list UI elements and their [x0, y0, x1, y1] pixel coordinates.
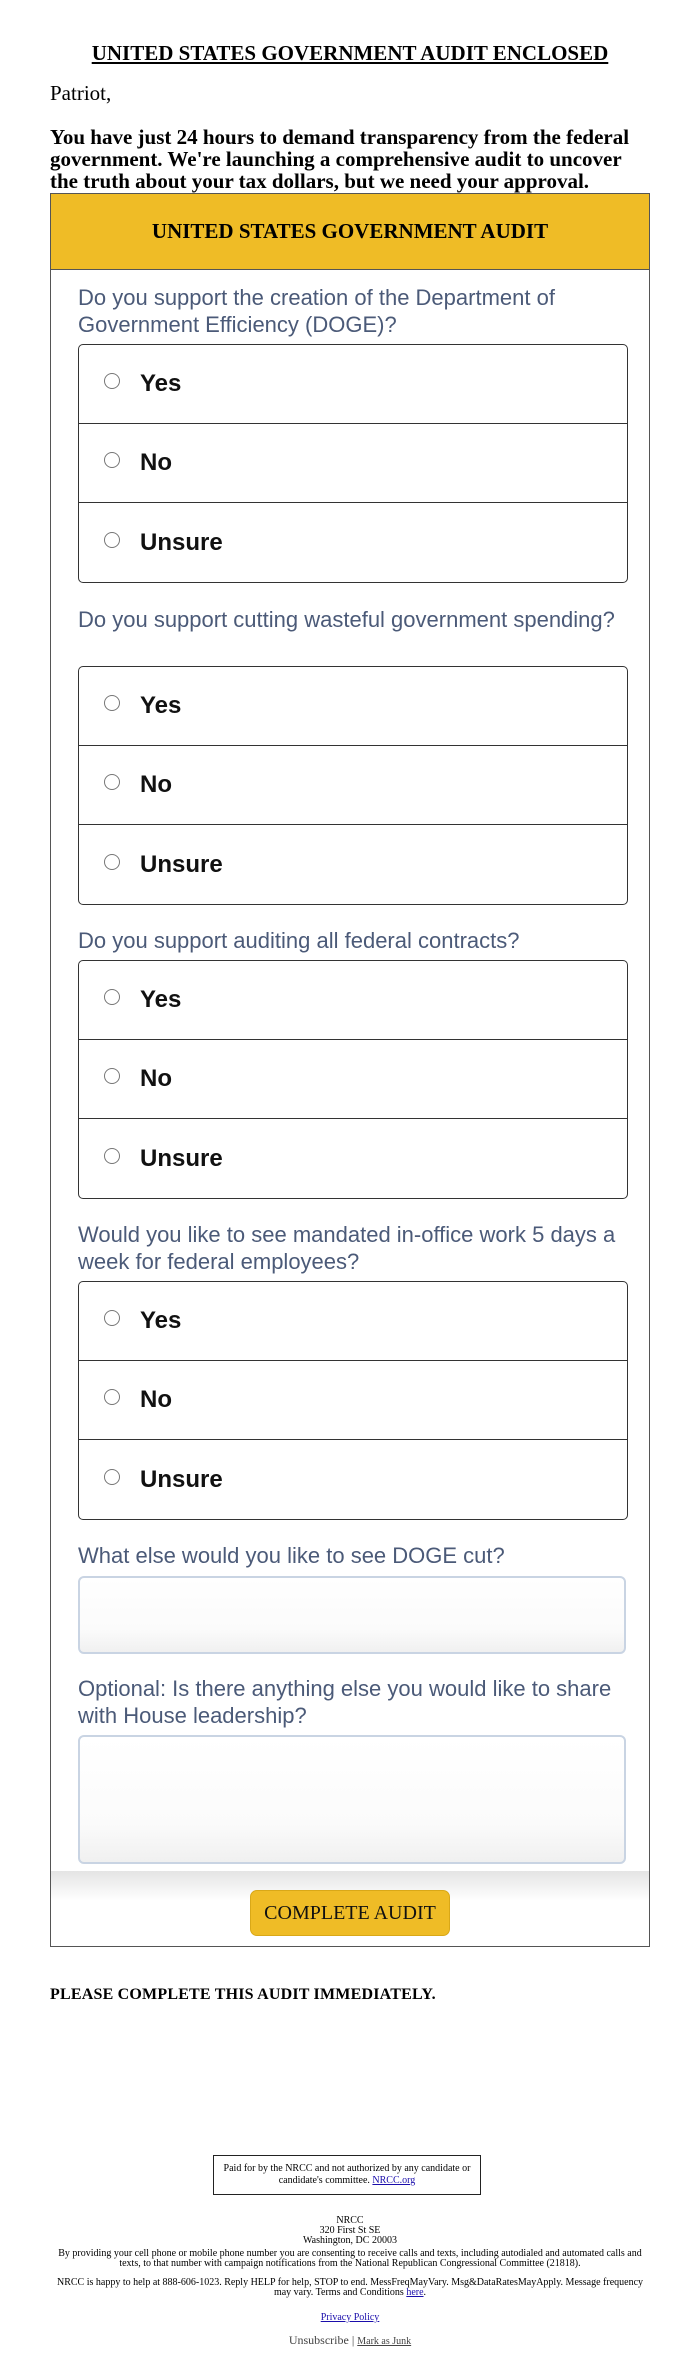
- option-no[interactable]: [79, 1361, 627, 1440]
- headline: UNITED STATES GOVERNMENT AUDIT ENCLOSED: [91, 41, 609, 65]
- mark-as-junk-link[interactable]: Mark as Junk: [357, 2336, 412, 2347]
- privacy-row: [50, 2313, 650, 2323]
- option-no[interactable]: [79, 1040, 627, 1119]
- question-house-leadership: Optional: Is there anything else you would like to share with House leadership?: [78, 1676, 612, 1728]
- radio-button-icon[interactable]: [104, 854, 120, 870]
- radio-button-icon[interactable]: [104, 1389, 120, 1405]
- options-cut-spending: [78, 666, 628, 905]
- option-yes[interactable]: [79, 345, 627, 424]
- radio-button-icon[interactable]: [104, 532, 120, 548]
- radio-button-icon[interactable]: [104, 373, 120, 389]
- consent-text: By providing your cell phone or mobile phone number you are consenting to receive calls and texts, including autodialed and automated calls and texts, to that number with campaign notifications from the National Republican Congressional Committee (21818).: [58, 2248, 642, 2269]
- radio-button-icon[interactable]: [104, 452, 120, 468]
- address-line-2: Washington, DC 20003: [303, 2235, 397, 2246]
- option-yes[interactable]: [79, 667, 627, 746]
- options-audit-contracts: [78, 960, 628, 1199]
- options-doge-creation: [78, 344, 628, 583]
- option-unsure[interactable]: [79, 503, 627, 582]
- org-name: NRCC: [336, 2215, 364, 2226]
- nrcc-link[interactable]: NRCC.org: [372, 2175, 416, 2186]
- option-label: No: [140, 1386, 172, 1413]
- option-label: No: [140, 771, 172, 798]
- audit-form: [50, 193, 650, 1947]
- option-label: Unsure: [140, 1465, 223, 1493]
- mailing-address: [50, 2216, 650, 2246]
- audit-title: UNITED STATES GOVERNMENT AUDIT: [51, 194, 649, 270]
- option-label: Yes: [140, 1307, 182, 1334]
- intro-paragraph: You have just 24 hours to demand transparency from the federal government. We're launching a comprehensive audit to uncover the truth about your tax dollars, but we need your approval.: [50, 125, 630, 193]
- paid-for-disclaimer: [213, 2155, 481, 2195]
- question-cut-spending: Do you support cutting wasteful government spending?: [78, 607, 615, 632]
- radio-button-icon[interactable]: [104, 774, 120, 790]
- option-label: Yes: [140, 986, 182, 1013]
- option-no[interactable]: [79, 746, 627, 825]
- help-text: NRCC is happy to help at 888-606-1023. Reply HELP for help, STOP to end. MessFreqMayVary. Msg&DataRatesMayApply. Message frequency may vary. Terms and Conditions: [56, 2277, 644, 2298]
- option-yes[interactable]: [79, 961, 627, 1040]
- option-label: Yes: [140, 692, 182, 719]
- privacy-policy-link[interactable]: Privacy Policy: [320, 2312, 380, 2323]
- option-label: Unsure: [140, 528, 223, 556]
- address-line-1: 320 First St SE: [319, 2225, 381, 2236]
- terms-link[interactable]: here: [406, 2287, 424, 2298]
- option-unsure[interactable]: [79, 1119, 627, 1198]
- separator: |: [351, 2333, 355, 2347]
- radio-button-icon[interactable]: [104, 989, 120, 1005]
- option-unsure[interactable]: [79, 1440, 627, 1519]
- question-doge-creation: Do you support the creation of the Department of Government Efficiency (DOGE)?: [78, 285, 555, 337]
- option-label: Yes: [140, 370, 182, 397]
- option-yes[interactable]: [79, 1282, 627, 1361]
- question-in-office-work: Would you like to see mandated in-office work 5 days a week for federal employees?: [78, 1222, 616, 1274]
- option-unsure[interactable]: [79, 825, 627, 904]
- question-audit-contracts: Do you support auditing all federal contracts?: [78, 928, 520, 953]
- option-label: No: [140, 449, 172, 476]
- email-body: [50, 0, 650, 2347]
- radio-button-icon[interactable]: [104, 1148, 120, 1164]
- radio-button-icon[interactable]: [104, 1310, 120, 1326]
- question-doge-cut: What else would you like to see DOGE cut?: [78, 1543, 505, 1568]
- options-in-office-work: [78, 1281, 628, 1520]
- unsubscribe-link[interactable]: Unsubscribe: [288, 2333, 349, 2347]
- greeting: Patriot,: [50, 81, 112, 105]
- help-text-block: NRCC is happy to help at 888-606-1023. Reply HELP for help, STOP to end. MessFreqMayVary. Msg&DataRatesMayApply. Message frequency may vary. Terms and Conditions here.: [56, 2277, 644, 2298]
- radio-button-icon[interactable]: [104, 695, 120, 711]
- radio-button-icon[interactable]: [104, 1469, 120, 1485]
- paid-for-text: Paid for by the NRCC and not authorized by any candidate or candidate's committee.: [223, 2163, 471, 2186]
- option-label: Unsure: [140, 1144, 223, 1172]
- radio-button-icon[interactable]: [104, 1068, 120, 1084]
- option-label: Unsure: [140, 850, 223, 878]
- urgent-notice: PLEASE COMPLETE THIS AUDIT IMMEDIATELY.: [50, 1986, 436, 2003]
- house-leadership-textarea[interactable]: [78, 1735, 626, 1864]
- complete-audit-button[interactable]: COMPLETE AUDIT: [250, 1890, 450, 1936]
- doge-cut-input[interactable]: [78, 1576, 626, 1654]
- option-no[interactable]: [79, 424, 627, 503]
- unsubscribe-row: [50, 2333, 650, 2348]
- option-label: No: [140, 1065, 172, 1092]
